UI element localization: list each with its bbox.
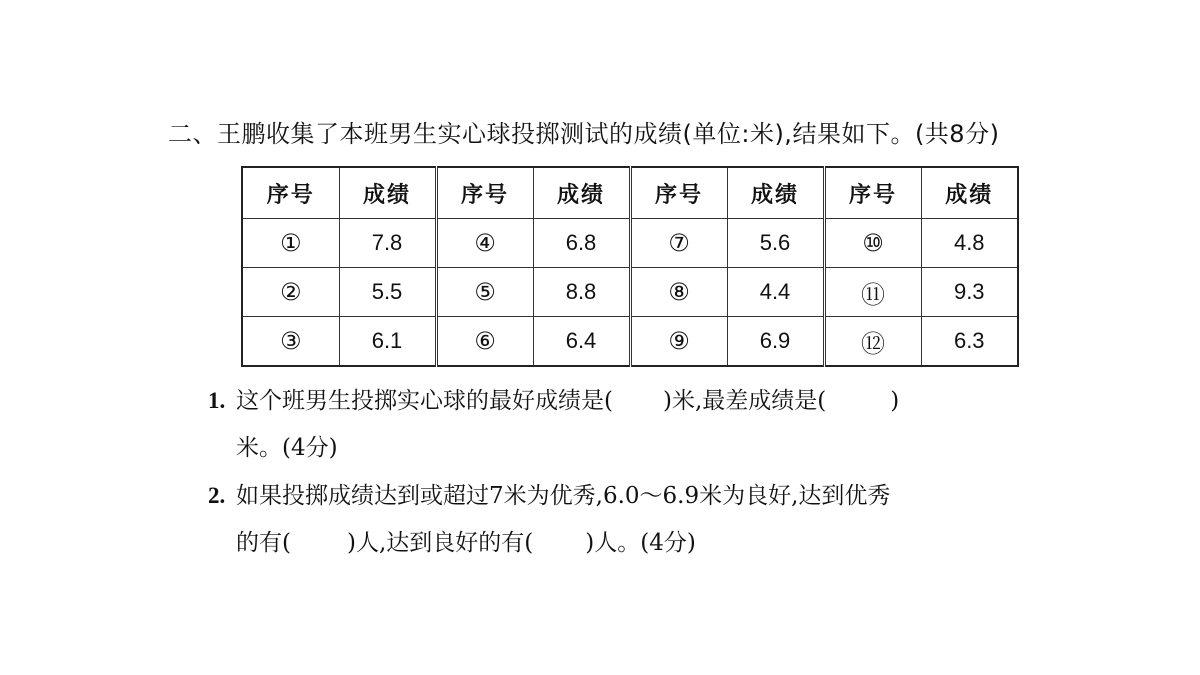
- row-index-cell: ⑧: [630, 268, 727, 317]
- table-row: [242, 219, 1018, 268]
- score-cell: 4.4: [727, 268, 824, 317]
- header-index: 序号: [824, 167, 921, 219]
- question-text: 米。(4分): [236, 435, 338, 461]
- score-cell: 6.8: [533, 219, 630, 268]
- question-number: 1.: [208, 388, 226, 413]
- row-index-cell: ④: [436, 219, 533, 268]
- question-1: [208, 377, 1038, 472]
- score-cell: 6.3: [921, 317, 1018, 367]
- header-score: 成绩: [727, 167, 824, 219]
- question-text: 如果投掷成绩达到或超过7米为优秀,6.0～6.9米为良好,达到优秀: [236, 483, 891, 509]
- question-text: )人,达到良好的有(: [346, 530, 534, 556]
- row-index-cell: ⑥: [436, 317, 533, 367]
- question-text: )人。(4分): [585, 530, 696, 556]
- table-row: [242, 317, 1018, 367]
- question-number: 2.: [208, 483, 226, 508]
- row-index-cell: ⑦: [630, 219, 727, 268]
- table-header-row: [242, 167, 1018, 219]
- score-cell: 8.8: [533, 268, 630, 317]
- score-cell: 6.1: [339, 317, 436, 367]
- question-line-2: [208, 520, 1038, 567]
- table-row: [242, 268, 1018, 317]
- row-index-cell: ⑪: [824, 268, 921, 317]
- score-cell: 6.9: [727, 317, 824, 367]
- row-index-cell: ⑩: [824, 219, 921, 268]
- question-heading: 二、王鹏收集了本班男生实心球投掷测试的成绩(单位:米),结果如下。(共8分): [168, 120, 1000, 148]
- score-cell: 4.8: [921, 219, 1018, 268]
- row-index-cell: ⑨: [630, 317, 727, 367]
- header-score: 成绩: [339, 167, 436, 219]
- question-text: 这个班男生投掷实心球的最好成绩是(: [236, 388, 613, 414]
- scores-table: [241, 166, 1019, 367]
- question-2: [208, 472, 1038, 567]
- row-index-cell: ①: [242, 219, 339, 268]
- score-cell: 5.6: [727, 219, 824, 268]
- header-score: 成绩: [921, 167, 1018, 219]
- row-index-cell: ⑤: [436, 268, 533, 317]
- header-index: 序号: [630, 167, 727, 219]
- question-text: ): [890, 388, 900, 414]
- score-cell: 9.3: [921, 268, 1018, 317]
- score-cell: 5.5: [339, 268, 436, 317]
- header-score: 成绩: [533, 167, 630, 219]
- score-cell: 7.8: [339, 219, 436, 268]
- row-index-cell: ⑫: [824, 317, 921, 367]
- question-text: )米,最差成绩是(: [662, 388, 827, 414]
- row-index-cell: ③: [242, 317, 339, 367]
- row-index-cell: ②: [242, 268, 339, 317]
- header-index: 序号: [242, 167, 339, 219]
- header-index: 序号: [436, 167, 533, 219]
- score-cell: 6.4: [533, 317, 630, 367]
- question-text: 的有(: [236, 530, 291, 556]
